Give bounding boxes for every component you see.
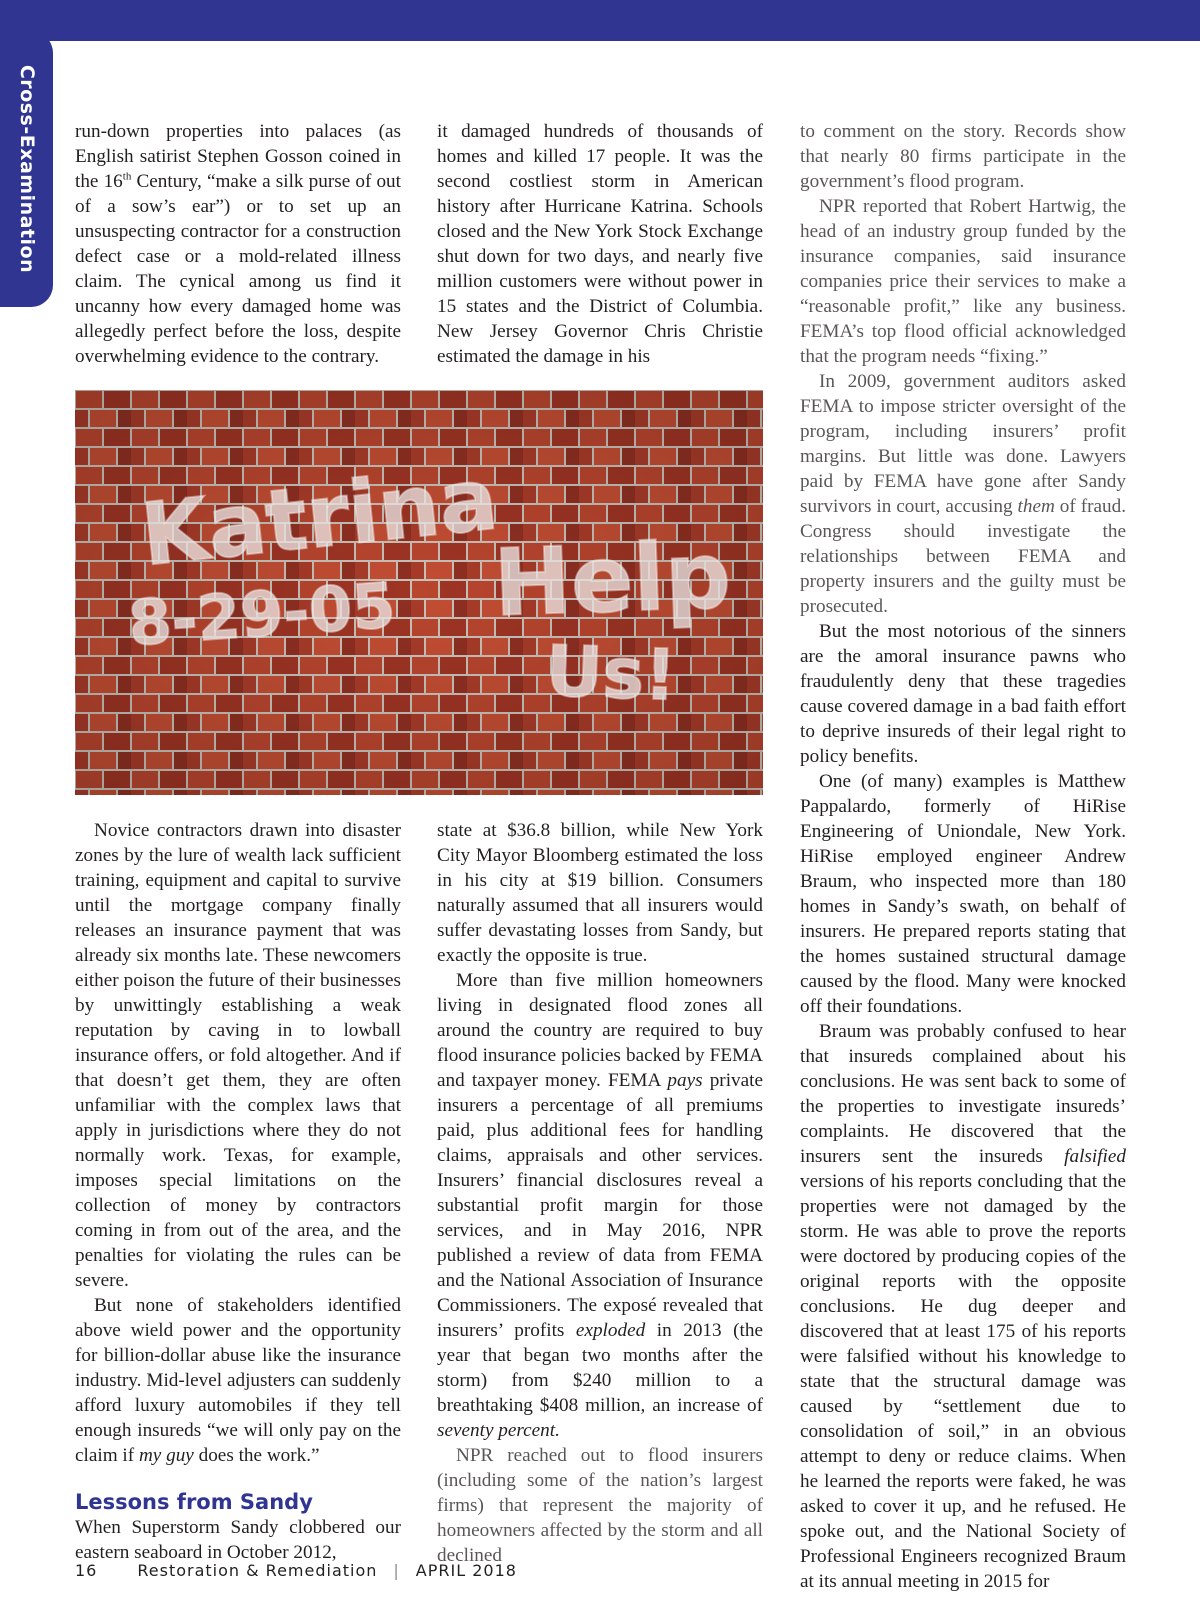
publication-name: Restoration & Remediation bbox=[137, 1561, 378, 1580]
section-tab-label: Cross-Examination bbox=[15, 64, 38, 274]
page-number: 16 bbox=[75, 1561, 98, 1580]
column-3 bbox=[800, 119, 1126, 1594]
paragraph: When Superstorm Sandy clobbered our eastern seaboard in October 2012, bbox=[75, 1517, 401, 1563]
brick-wall-graffiti-photo bbox=[75, 390, 763, 795]
graffiti-text: Us! bbox=[544, 630, 678, 717]
paragraph: NPR reported that Robert Hartwig, the head of an industry group funded by the insurance companies, said insurance companies price their services to make a “reasonable profit,” like any business. FEMA’s top flood official acknowledged that the program needs “fixing.” bbox=[800, 196, 1126, 367]
paragraph: it damaged hundreds of thousands of homes and killed 17 people. It was the second costliest storm in American history after Hurricane Katrina. Schools closed and the New York Stock Exchange shut down for two days, and nearly five million customers were without power in 15 states and the District of Columbia. New Jersey Governor Chris Christie estimated the damage in his bbox=[437, 121, 763, 367]
paragraph: But the most notorious of the sinners are the amoral insurance pawns who fraudulently deny that these tragedies cause covered damage in a bad faith effort to deprive insureds of their legal right to policy benefits. bbox=[800, 621, 1126, 767]
graffiti-text: Help bbox=[492, 521, 733, 637]
section-heading: Lessons from Sandy bbox=[75, 1490, 313, 1514]
section-tab bbox=[0, 31, 53, 307]
paragraph: NPR reached out to flood insurers (including some of the nation’s largest firms) that represent the majority of homeowners affected by the storm and all declined bbox=[437, 1445, 763, 1566]
paragraph: Braum was probably confused to hear that insureds complained about his conclusions. He was sent back to some of the properties to investigate insureds’ complaints. He discovered that the insurers sent the insureds falsified versions of his reports concluding that the properties were not damaged by the storm. He was able to prove the reports were doctored by producing copies of the original reports with the opposite conclusions. He dug deeper and discovered that at least 175 of his reports were falsified without his knowledge to state that the structural damage was caused by “settlement due to consolidation of soil,” in an obvious attempt to deny or reduce claims. When he learned the reports were faked, he was asked to cover it up, and he refused. He spoke out, and the National Society of Professional Engineers recognized Braum at its annual meeting in 2015 for bbox=[800, 1021, 1126, 1592]
issue-date: APRIL 2018 bbox=[415, 1561, 517, 1580]
graffiti-text: Katrina bbox=[136, 449, 503, 586]
paragraph: But none of stakeholders identified above wield power and the opportunity for billion-dollar abuse like the insurance industry. Mid-level adjusters can suddenly afford luxury automobiles if they tell enough insureds “we will only pay on the claim if my guy does the work.” bbox=[75, 1295, 401, 1466]
column-1-top bbox=[75, 119, 401, 369]
paragraph: Novice contractors drawn into disaster zones by the lure of wealth lack sufficient training, equipment and capital to survive until the mortgage company finally releases an insurance payment that was already six months late. These newcomers either poison the future of their businesses by unwittingly establishing a weak reputation by caving in to lowball insurance offers, or fold altogether. And if that doesn’t get them, they are often unfamiliar with the complex laws that apply in jurisdictions where they do not normally work. Texas, for example, imposes special limitations on the collection of money by contractors coming in from out of the area, and the penalties for violating the rules can be severe. bbox=[75, 820, 401, 1291]
graffiti-text: 8-29-05 bbox=[125, 568, 398, 660]
paragraph: state at $36.8 billion, while New York City Mayor Bloomberg estimated the loss in his city at $19 billion. Consumers naturally assumed that all insurers would suffer devastating losses from Sandy, but exactly the opposite is true. bbox=[437, 820, 763, 966]
paragraph: One (of many) examples is Matthew Pappalardo, formerly of HiRise Engineering of Uniondale, New York. HiRise employed engineer Andrew Braum, who inspected more than 180 homes in Sandy’s swath, on behalf of insurers. He prepared reports stating that the homes sustained structural damage caused by the flood. Many were knocked off their foundations. bbox=[800, 771, 1126, 1017]
footer-separator: | bbox=[393, 1561, 400, 1580]
top-banner bbox=[0, 0, 1200, 41]
page-footer bbox=[75, 1561, 517, 1580]
paragraph: to comment on the story. Records show that nearly 80 firms participate in the government’s flood program. bbox=[800, 121, 1126, 192]
paragraph: More than five million homeowners living in designated flood zones all around the country are required to buy flood insurance policies backed by FEMA and taxpayer money. FEMA pays private insurers a percentage of all premiums paid, plus additional fees for handling claims, appraisals and other services. Insurers’ financial disclosures reveal a substantial profit margin for those services, and in May 2016, NPR published a review of data from FEMA and the National Association of Insurance Commissioners. The exposé revealed that insurers’ profits exploded in 2013 (the year that began two months after the storm) from $240 million to a breathtaking $408 million, an increase of seventy percent. bbox=[437, 970, 763, 1441]
column-1-bottom bbox=[75, 818, 401, 1565]
column-2-bottom bbox=[437, 818, 763, 1568]
column-2-top bbox=[437, 119, 763, 369]
paragraph: In 2009, government auditors asked FEMA to impose stricter oversight of the program, including insurers’ profit margins. But little was done. Lawyers paid by FEMA have gone after Sandy survivors in court, accusing them of fraud. Congress should investigate the relationships between FEMA and property insurers and the guilty must be prosecuted. bbox=[800, 371, 1126, 617]
paragraph: run-down properties into palaces (as English satirist Stephen Gosson coined in the 16th Century, “make a silk purse of out of a sow’s ear”) or to set up an unsuspecting contractor for a construction defect case or a mold-related illness claim. The cynical among us find it uncanny how every damaged home was allegedly perfect before the loss, despite overwhelming evidence to the contrary. bbox=[75, 121, 401, 367]
